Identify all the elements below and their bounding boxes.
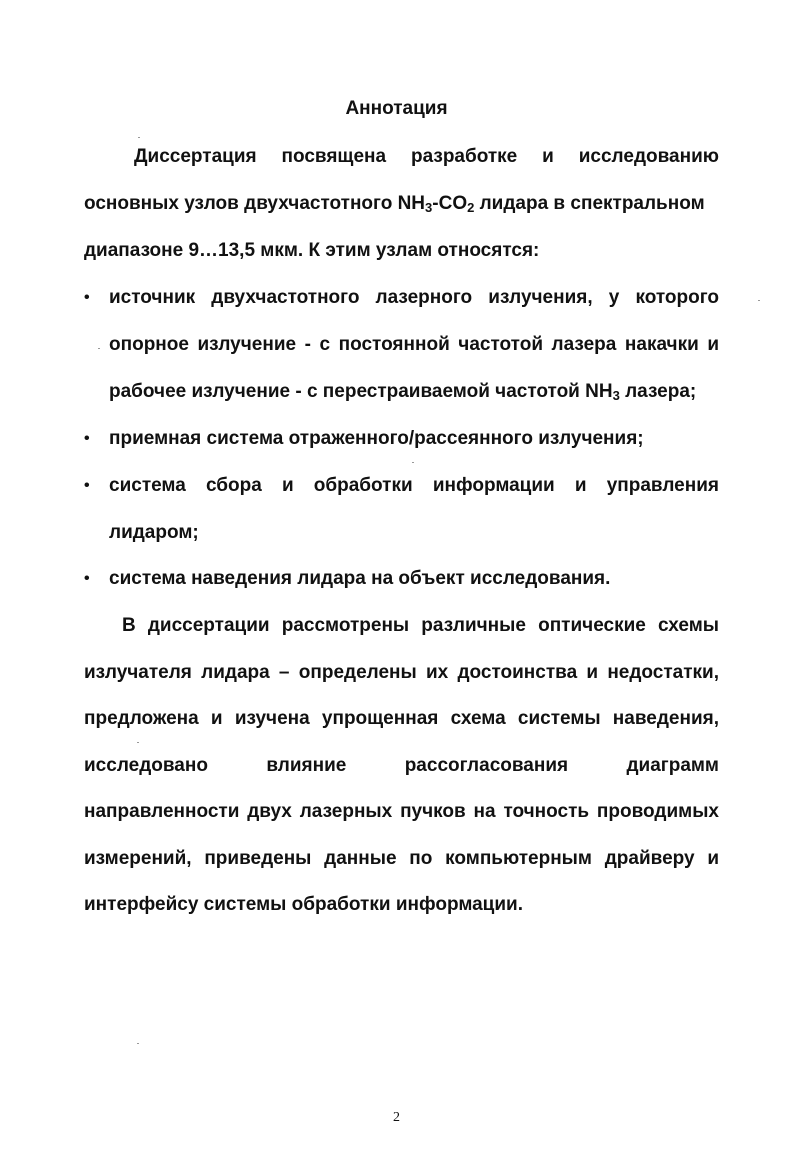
text-segment: лазера; <box>619 381 697 402</box>
paragraph-1-line-1: Диссертация посвящена разработке и исследованию <box>134 146 719 167</box>
subscript: 3 <box>612 388 620 403</box>
text-segment: основных узлов двухчастотного NH <box>84 193 426 214</box>
paragraph-2-line-5: направленности двух лазерных пучков на точность проводимых <box>84 801 719 822</box>
paragraph-2-line-2: излучателя лидара – определены их достоинства и недостатки, <box>84 662 719 683</box>
list-item-1-line-3 <box>109 380 696 404</box>
list-item-1-line-1: источник двухчастотного лазерного излучения, у которого <box>109 287 719 308</box>
scan-speck <box>138 137 140 138</box>
subscript: 2 <box>467 200 475 215</box>
subscript: 3 <box>425 200 433 215</box>
text-segment: лидара в спектральном <box>474 193 705 214</box>
text-segment: рабочее излучение - с перестраиваемой частотой NH <box>109 381 613 402</box>
list-item-3-line-1: система сбора и обработки информации и управления <box>109 475 719 496</box>
paragraph-1-line-3: диапазоне 9…13,5 мкм. К этим узлам относятся: <box>84 240 540 261</box>
list-item-3-line-2: лидаром; <box>109 522 199 543</box>
page-title: Аннотация <box>345 98 448 119</box>
list-item-1-line-2: опорное излучение - с постоянной частотой лазера накачки и <box>109 334 719 355</box>
scan-speck <box>137 742 139 743</box>
paragraph-2-line-6: измерений, приведены данные по компьютерным драйверу и <box>84 848 719 869</box>
paragraph-2-line-4: исследовано влияние рассогласования диаграмм <box>84 755 719 776</box>
scan-speck <box>137 1043 139 1044</box>
bullet-icon: • <box>84 570 90 587</box>
page-number: 2 <box>393 1110 400 1125</box>
paragraph-2-line-7: интерфейсу системы обработки информации. <box>84 894 524 915</box>
scan-speck <box>758 300 760 301</box>
scan-speck <box>98 348 100 349</box>
paragraph-1-line-2 <box>84 192 719 216</box>
bullet-icon: • <box>84 289 90 306</box>
list-item-4: система наведения лидара на объект исследования. <box>109 568 611 589</box>
paragraph-2-line-1: В диссертации рассмотрены различные оптические схемы <box>122 615 719 636</box>
bullet-icon: • <box>84 477 90 494</box>
list-item-2: приемная система отраженного/рассеянного излучения; <box>109 428 644 449</box>
text-segment: -CO <box>432 193 468 214</box>
bullet-icon: • <box>84 430 90 447</box>
scan-speck <box>412 462 414 463</box>
paragraph-2-line-3: предложена и изучена упрощенная схема системы наведения, <box>84 708 719 729</box>
